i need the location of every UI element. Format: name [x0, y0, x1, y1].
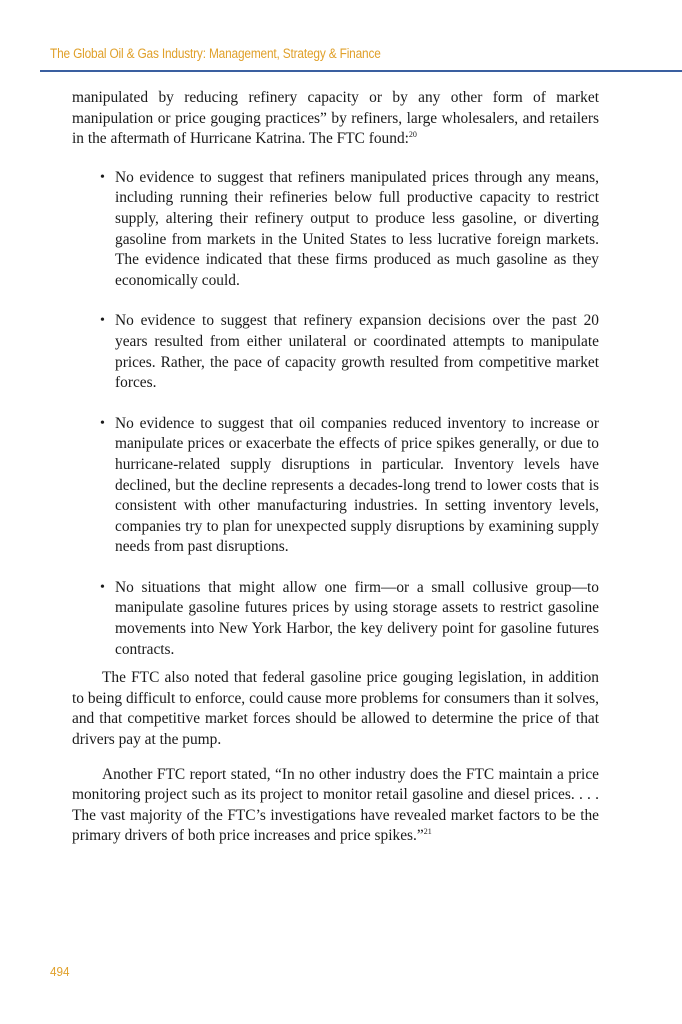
header-rule — [40, 70, 682, 72]
page-number: 494 — [50, 964, 70, 979]
ftc-report-paragraph — [72, 765, 599, 847]
finding-item — [100, 311, 599, 393]
findings-list — [72, 168, 599, 660]
page-body — [72, 88, 599, 847]
finding-text: No evidence to suggest that oil companies reduced inventory to increase or manipulate prices or exacerbate the effects of price spikes generally, or due to hurricane-related supply disruptions in particular. Inventory levels have declined, but the decline represents a decades-long trend to lower costs that is consistent with other manufacturing industries. In setting inventory levels, companies try to plan for unexpected supply disruptions by examining supply needs from past disruptions. — [115, 414, 599, 556]
ftc-report-text: Another FTC report stated, “In no other industry does the FTC maintain a price monitoring project such as its project to monitor retail gasoline and diesel prices. . . . The vast majority of the FTC’s investigations have revealed market factors to be the primary drivers of both price increases and price spikes.” — [72, 765, 599, 845]
finding-text: No situations that might allow one firm—or a small collusive group—to manipulate gasoline futures prices by using storage assets to restrict gasoline movements into New York Harbor, the key delivery point for gasoline futures contracts. — [115, 578, 599, 658]
finding-item — [100, 414, 599, 558]
ftc-legislation-paragraph: The FTC also noted that federal gasoline price gouging legislation, in addition to being difficult to enforce, could cause more problems for consumers than it solves, and that competitive market forces should be allowed to determine the price of that drivers pay at the pump. — [72, 669, 599, 749]
bullet-marker: • — [100, 169, 105, 185]
finding-item — [100, 578, 599, 660]
finding-text: No evidence to suggest that refiners manipulated prices through any means, including running their refineries below full productive capacity to restrict supply, altering their refinery output to produce less gasoline, or diverting gasoline from markets in the United States to less lucrative foreign markets. The evidence indicated that these firms produced as much gasoline as they economically could. — [115, 168, 599, 289]
footnote-ref-20[interactable]: 20 — [408, 130, 417, 140]
footnote-ref-21[interactable]: 21 — [423, 827, 432, 837]
bullet-marker: • — [100, 313, 105, 329]
running-head: The Global Oil & Gas Industry: Management, Strategy & Finance — [50, 46, 381, 61]
finding-item — [100, 168, 599, 292]
bullet-marker: • — [100, 415, 105, 431]
bullet-marker: • — [100, 579, 105, 595]
intro-paragraph — [72, 88, 599, 150]
finding-text: No evidence to suggest that refinery expansion decisions over the past 20 years resulted from either unilateral or coordinated attempts to manipulate prices. Rather, the pace of capacity growth resulted from competitive market forces. — [115, 312, 599, 392]
intro-text: manipulated by reducing refinery capacity or by any other form of market manipulation or price gouging practices” by refiners, large wholesalers, and retailers in the aftermath of Hurricane Katrina. The FTC found: — [72, 89, 599, 148]
